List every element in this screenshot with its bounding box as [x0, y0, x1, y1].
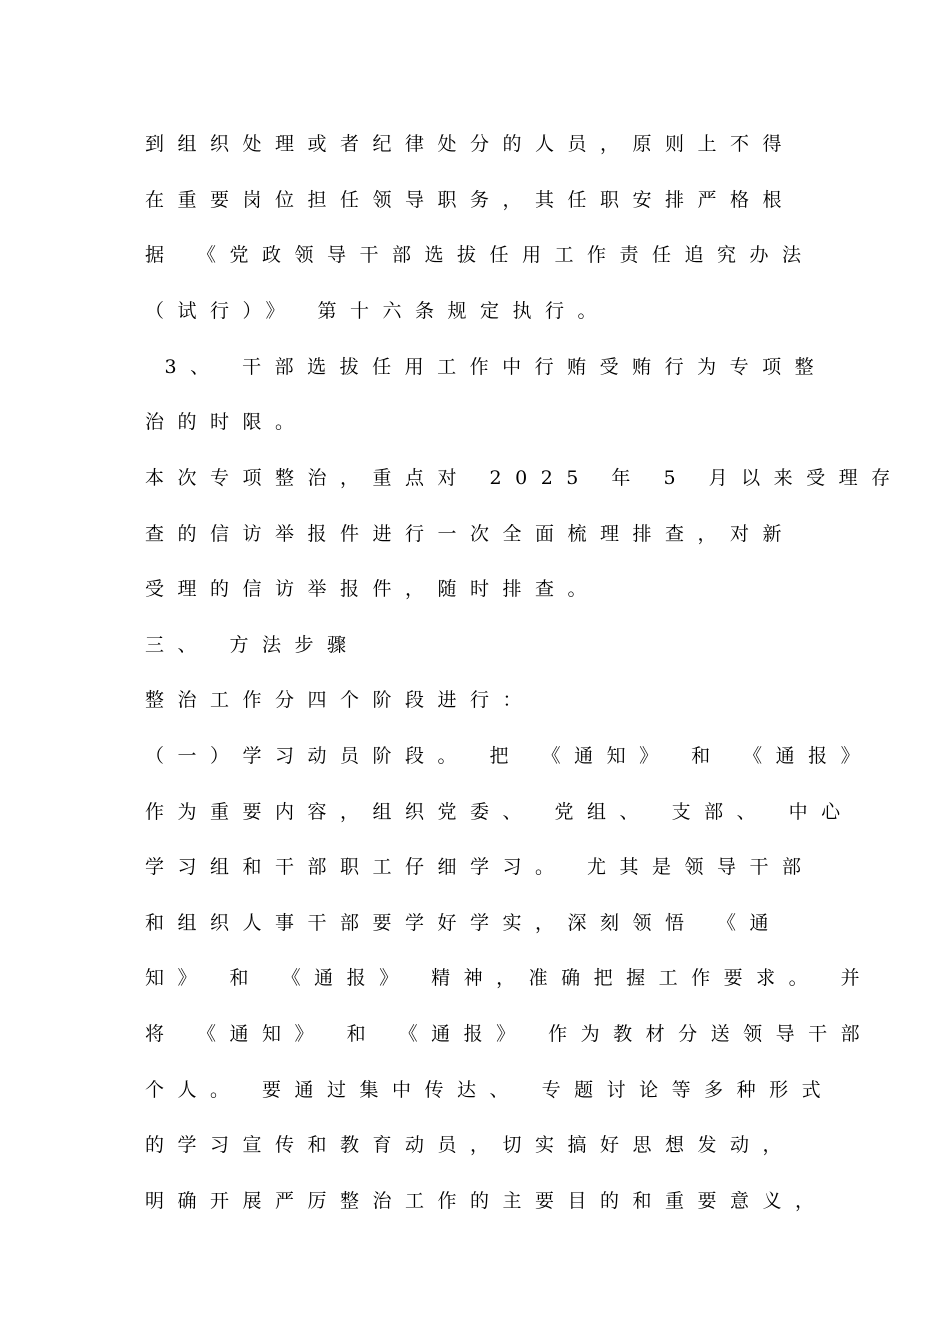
- text-line: 在重要岗位担任领导职务，其任职安排严格根: [145, 189, 796, 211]
- section-heading: 三、 方法步骤: [145, 634, 360, 656]
- text-line: 查的信访举报件进行一次全面梳理排查，对新: [145, 523, 796, 545]
- text-line: 治的时限。: [145, 411, 308, 433]
- text-line: 的学习宣传和教育动员，切实搞好思想发动，: [145, 1134, 796, 1156]
- text-line: 受理的信访举报件，随时排查。: [145, 578, 601, 600]
- text-line: 明确开展严厉整治工作的主要目的和重要意义，: [145, 1190, 828, 1212]
- text-line: （试行）》 第十六条规定执行。: [145, 300, 611, 322]
- text-line: 作为重要内容，组织党委、 党组、 支部、 中心: [145, 801, 854, 823]
- text-line: 个人。 要通过集中传达、 专题讨论等多种形式: [145, 1079, 835, 1101]
- section-heading: 3、 干部选拔任用工作中行贿受贿行为专项整: [145, 356, 828, 378]
- text-line: 据 《党政领导干部选拔任用工作责任追究办法: [145, 244, 815, 266]
- text-line: 和组织人事干部要学好学实，深刻领悟 《通: [145, 912, 783, 934]
- text-line: 本次专项整治，重点对 2025 年 5 月以来受理存: [145, 467, 904, 489]
- text-line: （一）学习动员阶段。 把 《通知》 和 《通报》: [145, 745, 874, 767]
- text-line: 到组织处理或者纪律处分的人员，原则上不得: [145, 133, 796, 155]
- text-line: 将 《通知》 和 《通报》 作为教材分送领导干部: [145, 1023, 874, 1045]
- text-line: 学习组和干部职工仔细学习。 尤其是领导干部: [145, 856, 815, 878]
- text-line: 知》 和 《通报》 精神，准确把握工作要求。 并: [145, 967, 874, 989]
- text-line: 整治工作分四个阶段进行：: [145, 689, 536, 711]
